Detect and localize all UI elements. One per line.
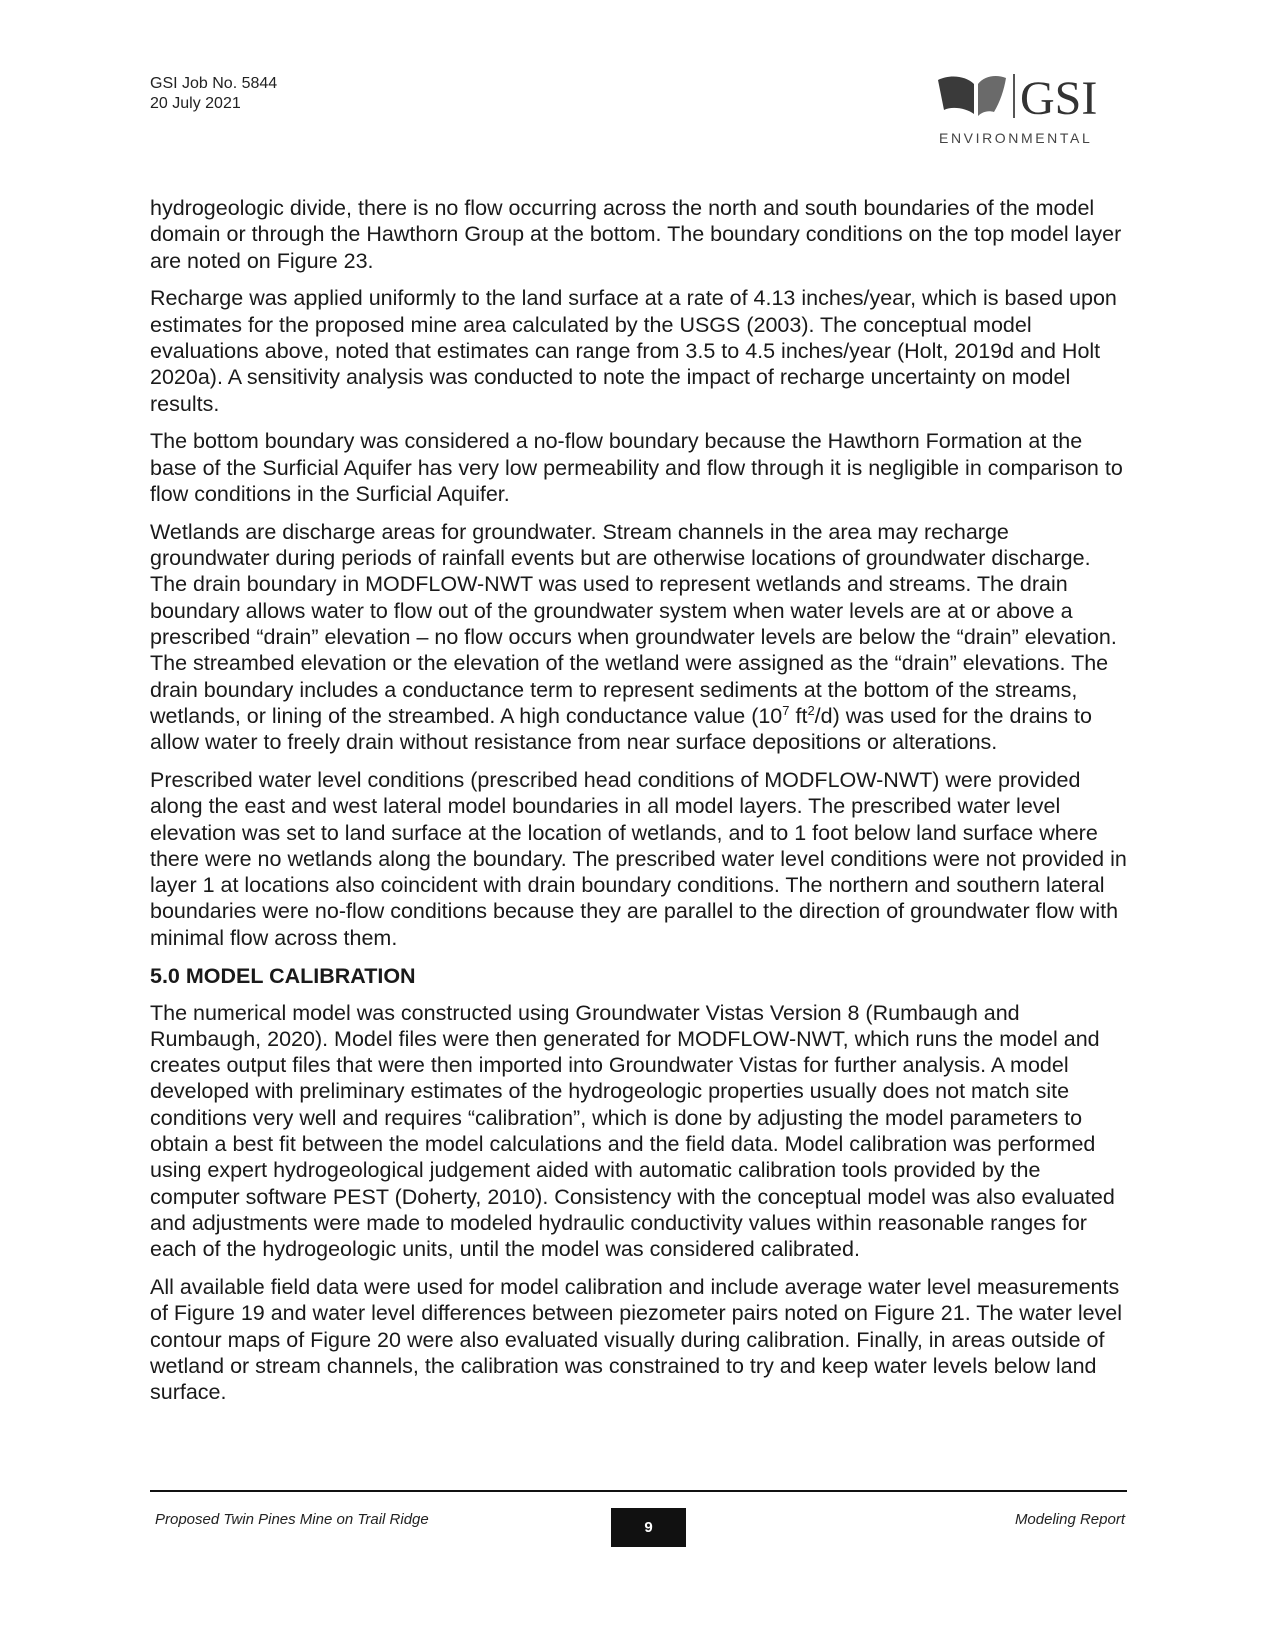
report-body — [150, 195, 1130, 1417]
header-meta — [150, 74, 277, 114]
p4-superscript-square: 2 — [807, 702, 815, 718]
paragraph-recharge: Recharge was applied uniformly to the land surface at a rate of 4.13 inches/year, which is based upon estimates for the proposed mine area calculated by the USGS (2003). The conceptual model evaluations above, noted that estimates can range from 3.5 to 4.5 inches/year (Holt, 2019d and Holt 2020a). A sensitivity analysis was conducted to note the impact of recharge uncertainty on model results. — [150, 286, 1117, 416]
section-heading-model-calibration: 5.0 MODEL CALIBRATION — [150, 963, 416, 988]
paragraph-field-data: All available field data were used for model calibration and include average water level measurements of Figure 19 and water level differences between piezometer pairs noted on Figure 21. The water level contour maps of Figure 20 were also evaluated visually during calibration. Finally, in areas outside of wetland or stream channels, the calibration was constrained to try and keep water levels below land surface. — [150, 1274, 1123, 1405]
p4-text-2: ft — [789, 703, 808, 728]
report-date: 20 July 2021 — [150, 95, 241, 112]
footer-divider — [150, 1490, 1127, 1492]
logo-subtext: ENVIRONMENTAL — [939, 130, 1093, 146]
logo-text: GSI — [1020, 72, 1098, 125]
logo-leaf-right-icon — [978, 76, 1006, 116]
gsi-logo — [936, 70, 1116, 152]
footer-project-title: Proposed Twin Pines Mine on Trail Ridge — [155, 1511, 429, 1528]
page-number: 9 — [611, 1508, 686, 1547]
paragraph-boundary-divide: hydrogeologic divide, there is no flow occurring across the north and south boundaries of the model domain or through the Hawthorn Group at the bottom. The boundary conditions on the top model layer are noted on Figure 23. — [150, 196, 1122, 273]
p4-superscript-exponent: 7 — [782, 702, 790, 718]
paragraph-bottom-boundary: The bottom boundary was considered a no-flow boundary because the Hawthorn Formation at the base of the Surficial Aquifer has very low permeability and flow through it is negligible in comparison to flow conditions in the Surficial Aquifer. — [150, 429, 1123, 506]
logo-leaf-left-icon — [938, 77, 974, 114]
paragraph-numerical-model: The numerical model was constructed using Groundwater Vistas Version 8 (Rumbaugh and Rumbaugh, 2020). Model files were then generated for MODFLOW-NWT, which runs the model and creates output files that were then imported into Groundwater Vistas for further analysis. A model developed with preliminary estimates of the hydrogeologic properties usually does not match site conditions very well and requires “calibration”, which is done by adjusting the model parameters to obtain a best fit between the model calculations and the field data. Model calibration was performed using expert hydrogeological judgement aided with automatic calibration tools provided by the computer software PEST (Doherty, 2010). Consistency with the conceptual model was also evaluated and adjustments were made to modeled hydraulic conductivity values within reasonable ranges for each of the hydrogeologic units, until the model was considered calibrated. — [150, 1000, 1115, 1262]
paragraph-wetlands-drains — [150, 519, 1130, 756]
paragraph-prescribed-water-level: Prescribed water level conditions (prescribed head conditions of MODFLOW-NWT) were provided along the east and west lateral model boundaries in all model layers. The prescribed water level elevation was set to land surface at the location of wetlands, and to 1 foot below land surface where there were no wetlands along the boundary. The prescribed water level conditions were not provided in layer 1 at locations also coincident with drain boundary conditions. The northern and southern lateral boundaries were no-flow conditions because they are parallel to the direction of groundwater flow with minimal flow across them. — [150, 767, 1127, 950]
job-number: GSI Job No. 5844 — [150, 75, 278, 92]
p4-text-3: /d) was used for the drains to allow water to freely drain without resistance from near surface depositions or alterations. — [150, 703, 1092, 755]
footer-report-type: Modeling Report — [1014, 1511, 1125, 1528]
p4-text-1: Wetlands are discharge areas for groundwater. Stream channels in the area may recharge groundwater during periods of rainfall events but are otherwise locations of groundwater discharge. The drain boundary in MODFLOW-NWT was used to represent wetlands and streams. The drain boundary allows water to flow out of the groundwater system when water levels are at or above a prescribed “drain” elevation – no flow occurs when groundwater levels are below the “drain” elevation. The streambed elevation or the elevation of the wetland were assigned as the “drain” elevations. The drain boundary includes a conductance term to represent sediments at the bottom of the streams, wetlands, or lining of the streambed. A high conductance value (10 — [150, 519, 1117, 728]
